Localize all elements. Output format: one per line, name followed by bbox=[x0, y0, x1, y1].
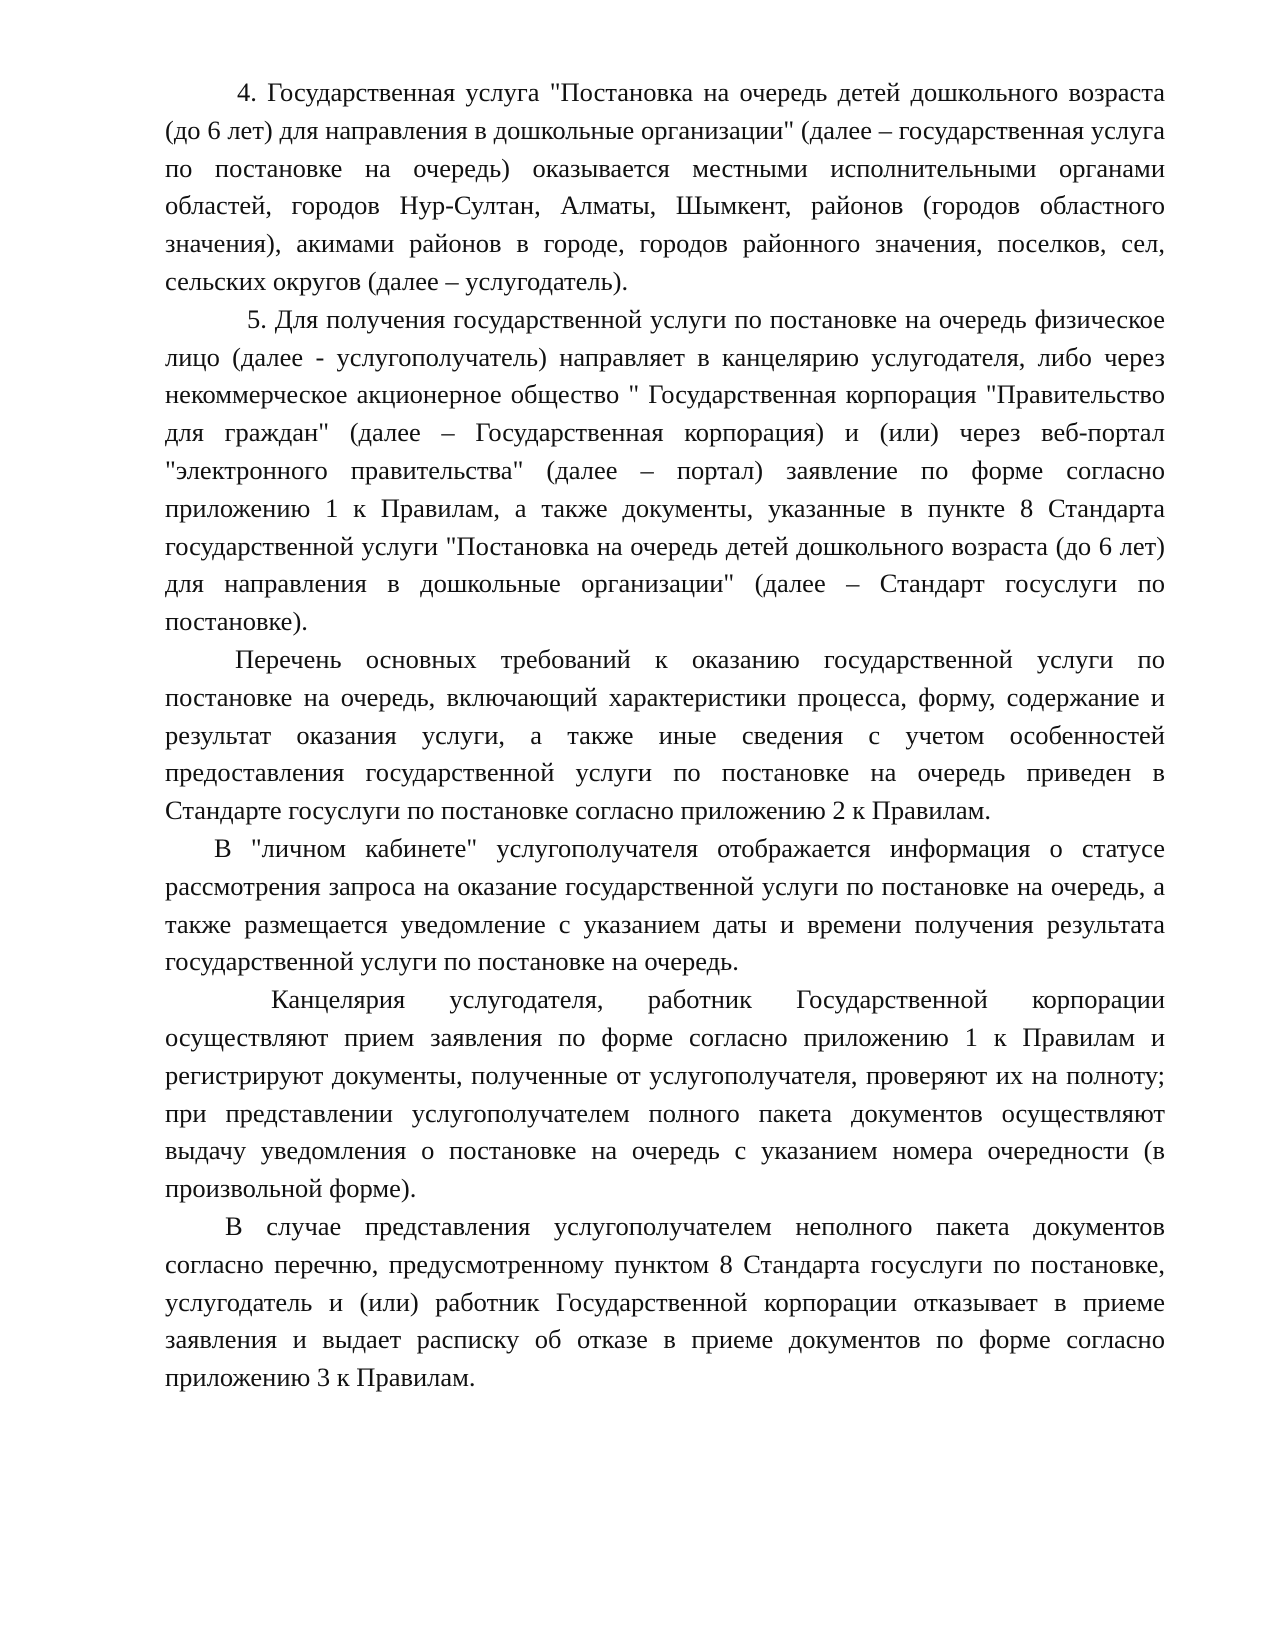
paragraph-5: 5. Для получения государственной услуги по постановке на очередь физическое лицо (далее - услугополучатель) направляет в канцелярию услугодателя, либо через некоммерческое акционерное общество " Государственная корпорация "Правительство для граждан" (далее – Государственная корпорация) и (или) через веб-портал "электронного правительства" (далее – портал) заявление по форме согласно приложению 1 к Правилам, а также документы, указанные в пункте 8 Стандарта государственной услуги "Постановка на очередь детей дошкольного возраста (до 6 лет) для направления в дошкольные организации" (далее – Стандарт госуслуги по постановке). bbox=[165, 303, 1165, 637]
paragraph-refusal: В случае представления услугополучателем неполного пакета документов согласно перечню, предусмотренному пунктом 8 Стандарта госуслуги по постановке, услугодатель и (или) работник Государственной корпорации отказывает в приеме заявления и выдает расписку об отказе в приеме документов по форме согласно приложению 3 к Правилам. bbox=[165, 1210, 1165, 1393]
paragraph-requirements: Перечень основных требований к оказанию государственной услуги по постановке на очередь, включающий характеристики процесса, форму, содержание и результат оказания услуги, а также иные сведения с учетом особенностей предоставления государственной услуги по постановке на очередь приведен в Стандарте госуслуги по постановке согласно приложению 2 к Правилам. bbox=[165, 643, 1165, 826]
paragraph-personal-cabinet: В "личном кабинете" услугополучателя отображается информация о статусе рассмотрения запроса на оказание государственной услуги по постановке на очередь, а также размещается уведомление с указанием даты и времени получения результата государственной услуги по постановке на очередь. bbox=[165, 832, 1165, 977]
paragraph-4: 4. Государственная услуга "Постановка на очередь детей дошкольного возраста (до 6 лет) для направления в дошкольные организации" (далее – государственная услуга по постановке на очередь) оказывается местными исполнительными органами областей, городов Нур-Султан, Алматы, Шымкент, районов (городов областного значения), акимами районов в городе, городов районного значения, поселков, сел, сельских округов (далее – услугодатель). bbox=[165, 77, 1165, 296]
paragraph-office-reception: Канцелярия услугодателя, работник Государственной корпорации осуществляют прием заявления по форме согласно приложению 1 к Правилам и регистрируют документы, полученные от услугополучателя, проверяют их на полноту; при представлении услугополучателем полного пакета документов осуществляют выдачу уведомления о постановке на очередь с указанием номера очередности (в произвольной форме). bbox=[165, 984, 1165, 1204]
document-page bbox=[165, 74, 1165, 1397]
